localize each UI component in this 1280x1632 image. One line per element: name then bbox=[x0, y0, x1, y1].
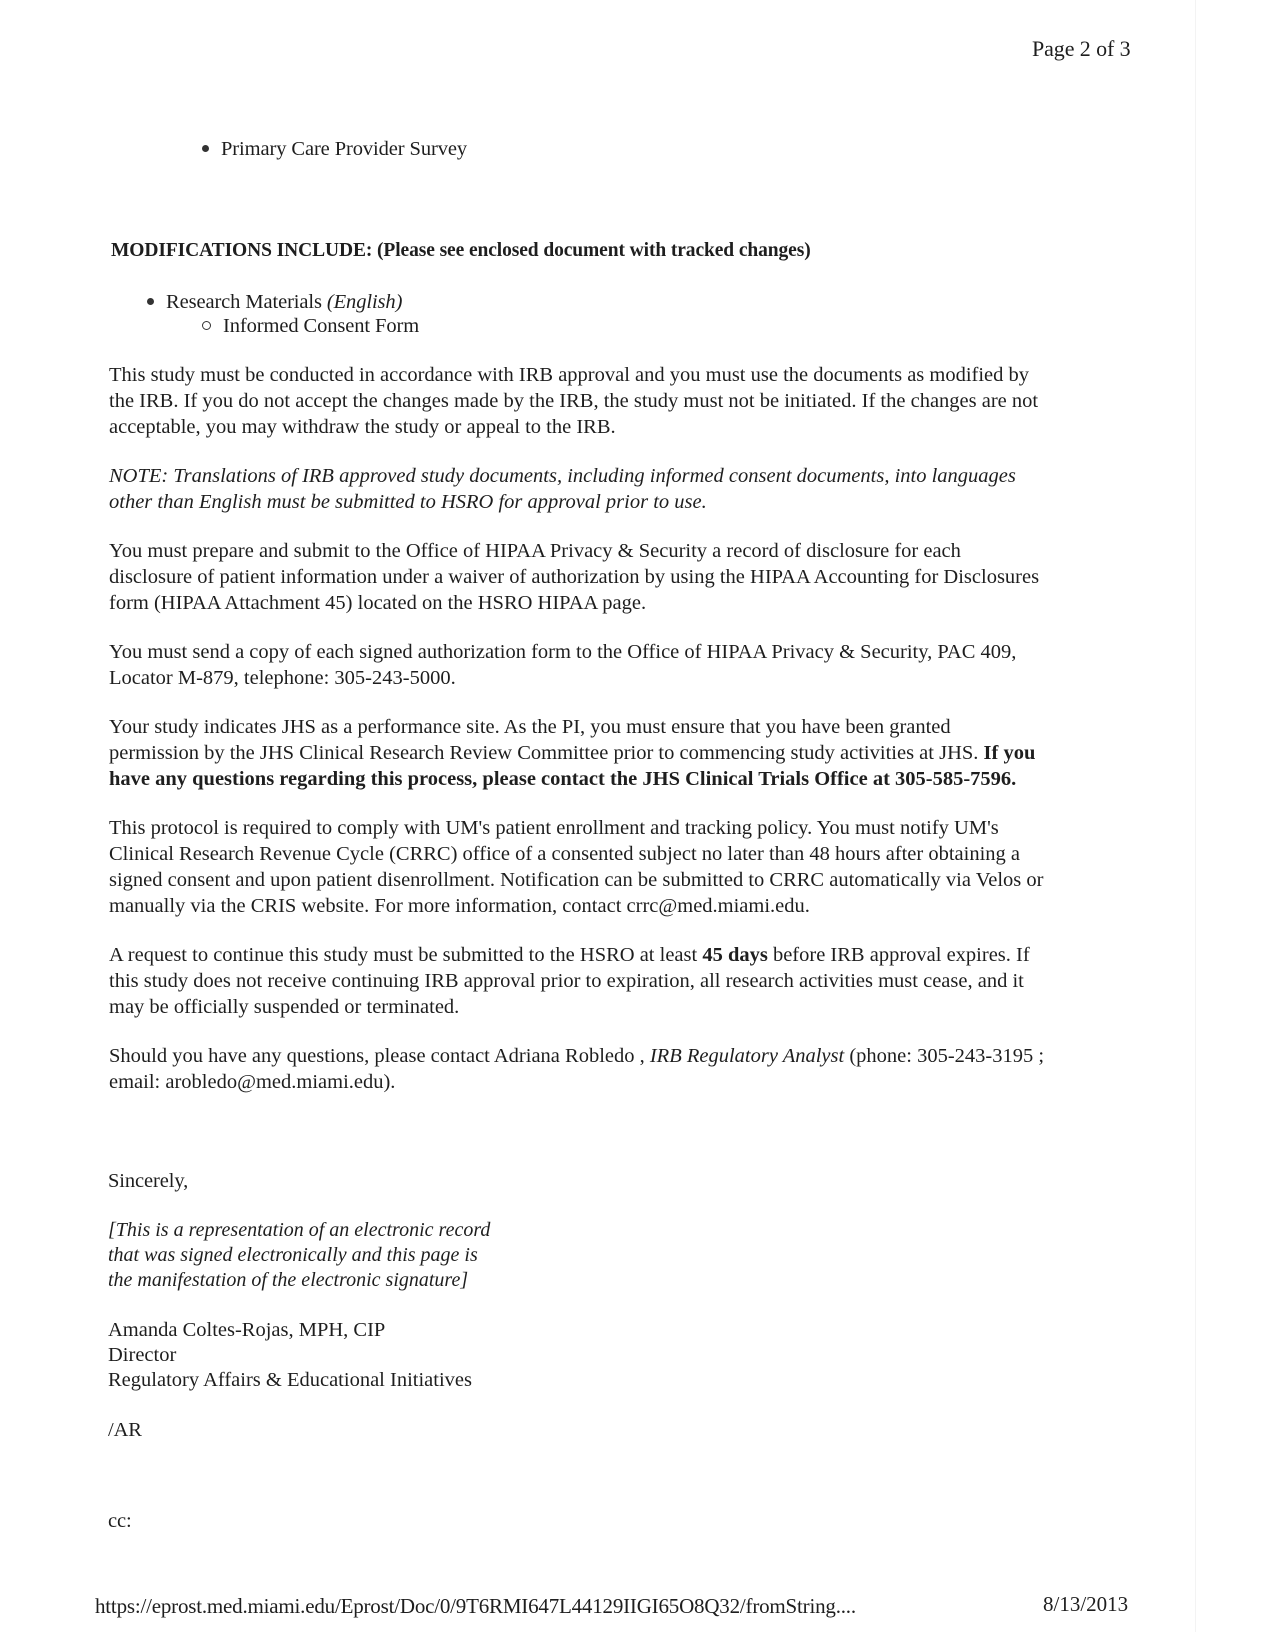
salutation: Sincerely, bbox=[108, 1170, 189, 1192]
language-label: (English) bbox=[326, 291, 403, 313]
paragraph-hipaa-disclosure: You must prepare and submit to the Office of HIPAA Privacy & Security a record of disclosure for each disclosure of patient information under a waiver of authorization by using the HIPAA Accounting for Disclosures form (HIPAA Attachment 45) located on the HSRO HIPAA page. bbox=[109, 540, 1040, 614]
bullet-icon bbox=[147, 298, 154, 305]
initials: /AR bbox=[108, 1419, 142, 1441]
crrc-email-link[interactable]: crrc@med.miami.edu bbox=[626, 895, 805, 917]
footer-date: 8/13/2013 bbox=[1043, 1592, 1129, 1616]
modifications-item: Research Materials (English) bbox=[147, 289, 402, 315]
signer-department: Regulatory Affairs & Educational Initiatives bbox=[108, 1369, 472, 1391]
paragraph-hipaa-authorization: You must send a copy of each signed authorization form to the Office of HIPAA Privacy & Security, PAC 409, Locator M-879, telephone: 305-243-5000. bbox=[109, 641, 1017, 689]
paragraph-continuation: A request to continue this study must be submitted to the HSRO at least 45 days before IRB approval expires. If this study does not receive continuing IRB approval prior to expiration, all research activities must cease, and it may be officially suspended or terminated. bbox=[109, 944, 1030, 1018]
signer-title: Director bbox=[108, 1344, 177, 1366]
paragraph-jhs-site: Your study indicates JHS as a performance site. As the PI, you must ensure that you have been granted permission by the JHS Clinical Research Review Committee prior to commencing study activities at JHS. If you have any questions regarding this process, please contact the JHS Clinical Trials Office at 305-585-7596. bbox=[109, 716, 1036, 790]
analyst-email-link[interactable]: arobledo@med.miami.edu bbox=[165, 1071, 384, 1093]
list-item: Primary Care Provider Survey bbox=[202, 136, 467, 162]
scan-artifact-line bbox=[1195, 0, 1196, 1632]
footer-url: https://eprost.med.miami.edu/Eprost/Doc/0/9T6RMI647L44129IIGI65O8Q32/fromString.... bbox=[95, 1594, 856, 1618]
hollow-bullet-icon bbox=[202, 321, 211, 330]
cc-label: cc: bbox=[108, 1510, 132, 1532]
page-number: Page 2 of 3 bbox=[1032, 36, 1131, 61]
paragraph-translation-note: NOTE: Translations of IRB approved study documents, including informed consent documents, into languages other than English must be submitted to HSRO for approval prior to use. bbox=[109, 465, 1016, 513]
signer-name: Amanda Coltes-Rojas, MPH, CIP bbox=[108, 1319, 386, 1341]
paragraph-enrollment-policy: This protocol is required to comply with UM's patient enrollment and tracking policy. You must notify UM's Clinical Research Revenue Cycle (CRRC) office of a consented subject no later than 48 hours after obtaining a signed consent and upon patient disenrollment. Notification can be submitted to CRRC automatically via Velos or manually via the CRIS website. For more information, contact crrc@med.miami.edu. bbox=[109, 817, 1044, 917]
modifications-subitem: Informed Consent Form bbox=[202, 313, 419, 339]
signature-block bbox=[108, 1318, 472, 1393]
paragraph-irb-approval: This study must be conducted in accordance with IRB approval and you must use the documents as modified by the IRB. If you do not accept the changes made by the IRB, the study must not be initiated. If the changes are not acceptable, you may withdraw the study or appeal to the IRB. bbox=[109, 364, 1039, 438]
paragraph-contact: Should you have any questions, please contact Adriana Robledo , IRB Regulatory Analyst (phone: 305-243-3195 ; email: arobledo@med.miami.edu). bbox=[109, 1045, 1045, 1093]
electronic-signature-note: [This is a representation of an electronic record that was signed electronically and this page is the manifestation of the electronic signature] bbox=[108, 1219, 491, 1291]
bullet-icon bbox=[202, 145, 209, 152]
modifications-heading: MODIFICATIONS INCLUDE: (Please see enclosed document with tracked changes) bbox=[111, 240, 811, 261]
